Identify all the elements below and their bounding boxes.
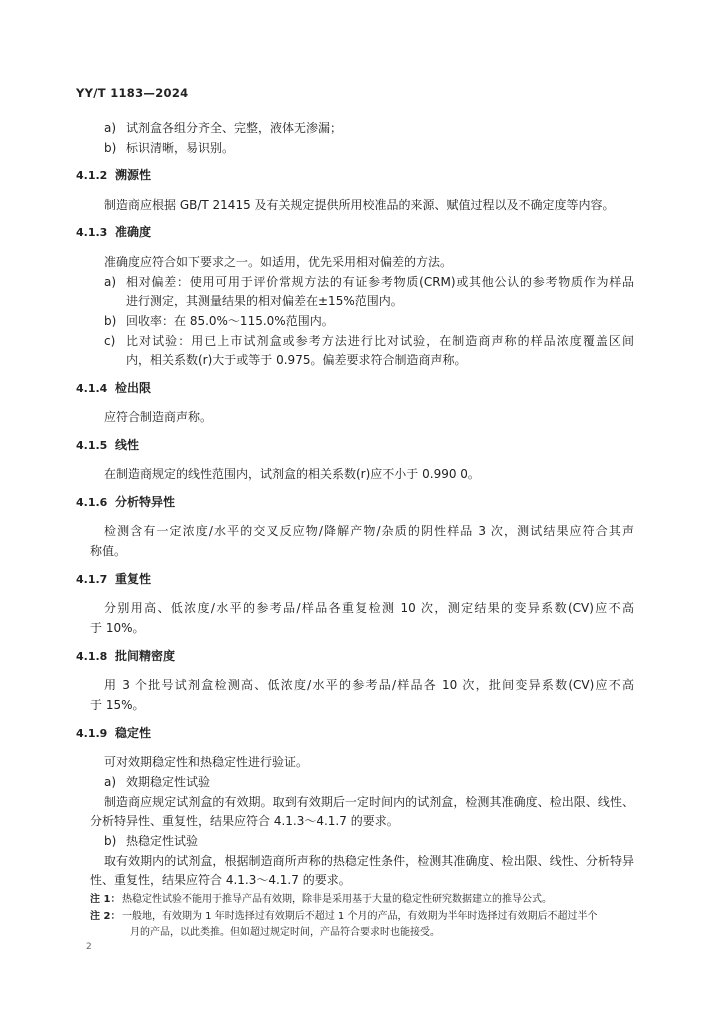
list-item-label: b) [104, 834, 117, 848]
list-item-label: b) [104, 141, 117, 155]
section-number: 4.1.5 [76, 439, 108, 452]
list-item-title: 效期稳定性试验 [126, 775, 211, 789]
standard-code-header: YY/T 1183—2024 [76, 86, 189, 100]
paragraph-line: 分析特异性、重复性，结果应符合 4.1.3～4.1.7 的要求。 [90, 814, 399, 828]
note-text: 热稳定性试验不能用于推导产品有效期，除非是采用基于大量的稳定性研究数据建立的推导公式。 [122, 894, 552, 905]
section-title: 分析特异性 [115, 495, 176, 509]
note-text: 一般地，有效期为 1 年时选择过有效期后不超过 1 个月的产品，有效期为半年时选择过有效期后不超过半个 [122, 911, 598, 922]
list-item-label: b) [104, 314, 117, 328]
paragraph-line: 于 15%。 [90, 698, 145, 712]
section-number: 4.1.2 [76, 169, 108, 182]
paragraph-line: 用 3 个批号试剂盒检测高、低浓度/水平的参考品/样品各 10 次，批间变异系数(CV)应不高 [104, 678, 634, 692]
paragraph-line: 称值。 [90, 544, 127, 558]
section-number: 4.1.7 [76, 573, 108, 586]
paragraph-line: 在制造商规定的线性范围内，试剂盒的相关系数(r)应不小于 0.990 0。 [104, 467, 480, 481]
list-item-text: 进行测定，其测量结果的相对偏差在±15%范围内。 [126, 294, 403, 308]
paragraph-line: 应符合制造商声称。 [104, 410, 213, 424]
list-item-text: 相对偏差：使用可用于评价常规方法的有证参考物质(CRM)或其他公认的参考物质作为样品 [126, 275, 634, 289]
list-item-label: a) [104, 121, 117, 135]
section-title: 检出限 [115, 381, 152, 395]
section-title: 重复性 [115, 572, 152, 586]
paragraph-line: 制造商应规定试剂盒的有效期。取到有效期后一定时间内的试剂盒，检测其准确度、检出限、线性、 [104, 795, 634, 809]
page-number: 2 [86, 942, 92, 952]
section-number: 4.1.3 [76, 226, 108, 239]
note-text: 月的产品，以此类推。但如超过规定时间，产品符合要求时也能接受。 [130, 927, 440, 938]
section-number: 4.1.4 [76, 382, 108, 395]
section-number: 4.1.9 [76, 727, 108, 740]
list-item-label: c) [104, 334, 116, 348]
paragraph-line: 分别用高、低浓度/水平的参考品/样品各重复检测 10 次，测定结果的变异系数(CV)应不高 [104, 601, 634, 615]
section-title: 线性 [115, 438, 140, 452]
paragraph-line: 制造商应根据 GB/T 21415 及有关规定提供所用校准品的来源、赋值过程以及不确定度等内容。 [104, 198, 615, 212]
paragraph-line: 检测含有一定浓度/水平的交叉反应物/降解产物/杂质的阴性样品 3 次，测试结果应符合其声 [104, 524, 634, 538]
paragraph-line: 取有效期内的试剂盒，根据制造商所声称的热稳定性条件，检测其准确度、检出限、线性、分析特异 [104, 854, 634, 868]
section-title: 批间精密度 [115, 649, 176, 663]
list-item-text: 回收率：在 85.0%～115.0%范围内。 [126, 314, 334, 328]
note-label: 注 1： [90, 894, 121, 905]
paragraph-line: 准确度应符合如下要求之一。如适用，优先采用相对偏差的方法。 [104, 255, 453, 269]
list-item-text: 比对试验：用已上市试剂盒或参考方法进行比对试验，在制造商声称的样品浓度覆盖区间 [126, 334, 634, 348]
section-number: 4.1.6 [76, 496, 108, 509]
paragraph-line: 于 10%。 [90, 621, 145, 635]
list-item-title: 热稳定性试验 [126, 834, 199, 848]
paragraph-line: 性、重复性，结果应符合 4.1.3～4.1.7 的要求。 [90, 873, 351, 887]
note-label: 注 2： [90, 911, 121, 922]
section-title: 稳定性 [115, 726, 152, 740]
list-item-text: 标识清晰，易识别。 [126, 141, 235, 155]
section-title: 溯源性 [115, 168, 152, 182]
list-item-label: a) [104, 775, 117, 789]
list-item-label: a) [104, 275, 117, 289]
list-item-text: 内，相关系数(r)大于或等于 0.975。偏差要求符合制造商声称。 [126, 353, 467, 367]
paragraph-line: 可对效期稳定性和热稳定性进行验证。 [104, 755, 309, 769]
list-item-text: 试剂盒各组分齐全、完整，液体无渗漏； [126, 121, 343, 135]
section-number: 4.1.8 [76, 650, 108, 663]
section-title: 准确度 [115, 225, 152, 239]
